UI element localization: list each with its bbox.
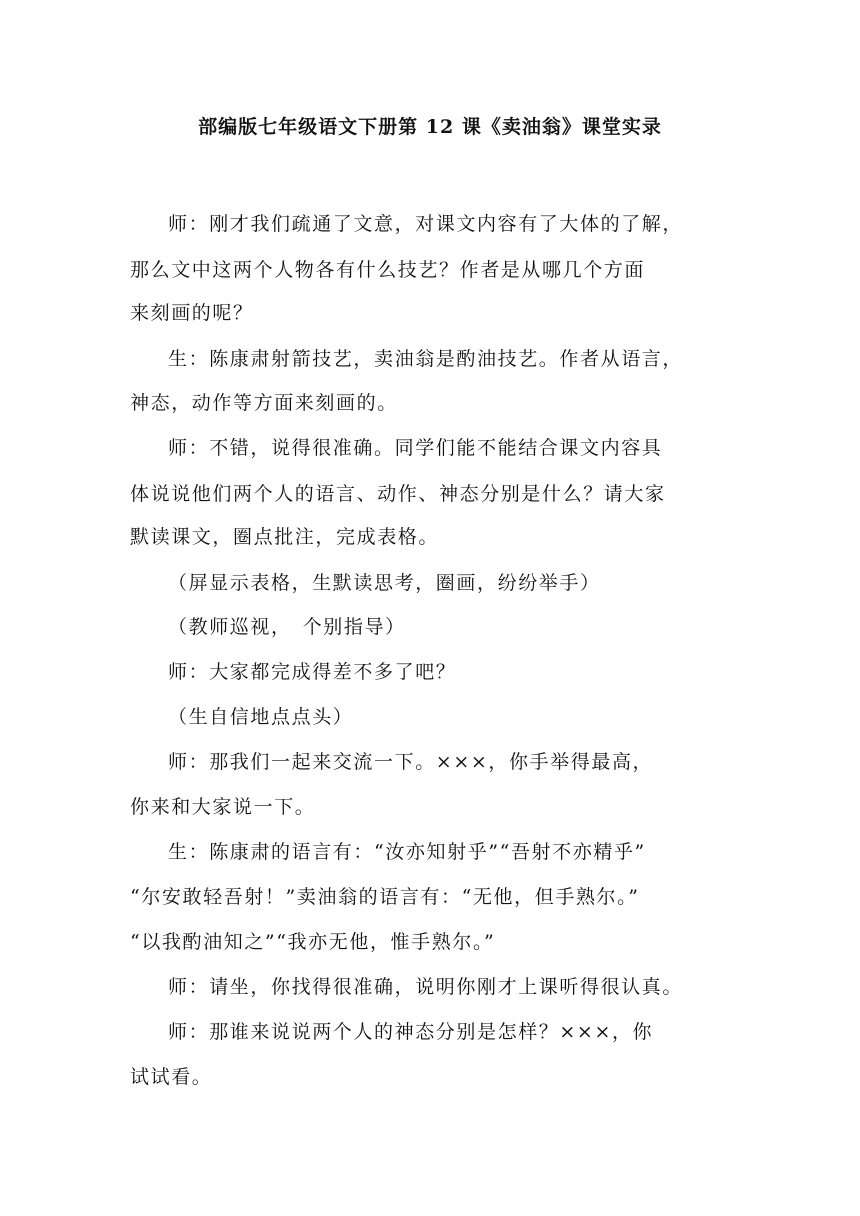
paragraph-line: （教师巡视， 个别指导） <box>168 616 406 638</box>
paragraph-line: 师：请坐，你找得很准确，说明你刚才上课听得很认真。 <box>168 976 684 998</box>
paragraph-line: 师：不错，说得很准确。同学们能不能结合课文内容具 <box>168 437 663 459</box>
paragraph-line: 师：刚才我们疏通了文意，对课文内容有了大体的了解， <box>168 213 684 235</box>
paragraph-line: 神态，动作等方面来刻画的。 <box>130 392 398 414</box>
paragraph-line: 那么文中这两个人物各有什么技艺？作者是从哪几个方面 <box>130 259 646 281</box>
paragraph-line: “尔安敢轻吾射！”卖油翁的语言有：“无他，但手熟尔。” <box>130 886 640 908</box>
paragraph-line: 来刻画的呢？ <box>130 302 254 324</box>
paragraph-line: “以我酌油知之”“我亦无他，惟手熟尔。” <box>130 931 496 953</box>
paragraph-line: 生：陈康肃射箭技艺，卖油翁是酌油技艺。作者从语言， <box>168 348 684 370</box>
paragraph-line: 师：那我们一起来交流一下。×××，你手举得最高， <box>168 751 654 773</box>
paragraph-line: 师：大家都完成得差不多了吧？ <box>168 661 457 683</box>
paragraph-line: （屏显示表格，生默读思考，圈画，纷纷举手） <box>168 572 601 594</box>
paragraph-line: 生：陈康肃的语言有：“汝亦知射乎”“吾射不亦精乎” <box>168 841 646 863</box>
paragraph-line: 试试看。 <box>130 1066 213 1088</box>
paragraph-line: 默读课文，圈点批注，完成表格。 <box>130 526 440 548</box>
paragraph-line: （生自信地点点头） <box>168 706 354 728</box>
document-title: 部编版七年级语文下册第 12 课《卖油翁》课堂实录 <box>198 116 662 138</box>
paragraph-line: 体说说他们两个人的语言、动作、神态分别是什么？请大家 <box>130 483 666 505</box>
paragraph-line: 你来和大家说一下。 <box>130 796 316 818</box>
paragraph-line: 师：那谁来说说两个人的神态分别是怎样？×××，你 <box>168 1021 654 1043</box>
